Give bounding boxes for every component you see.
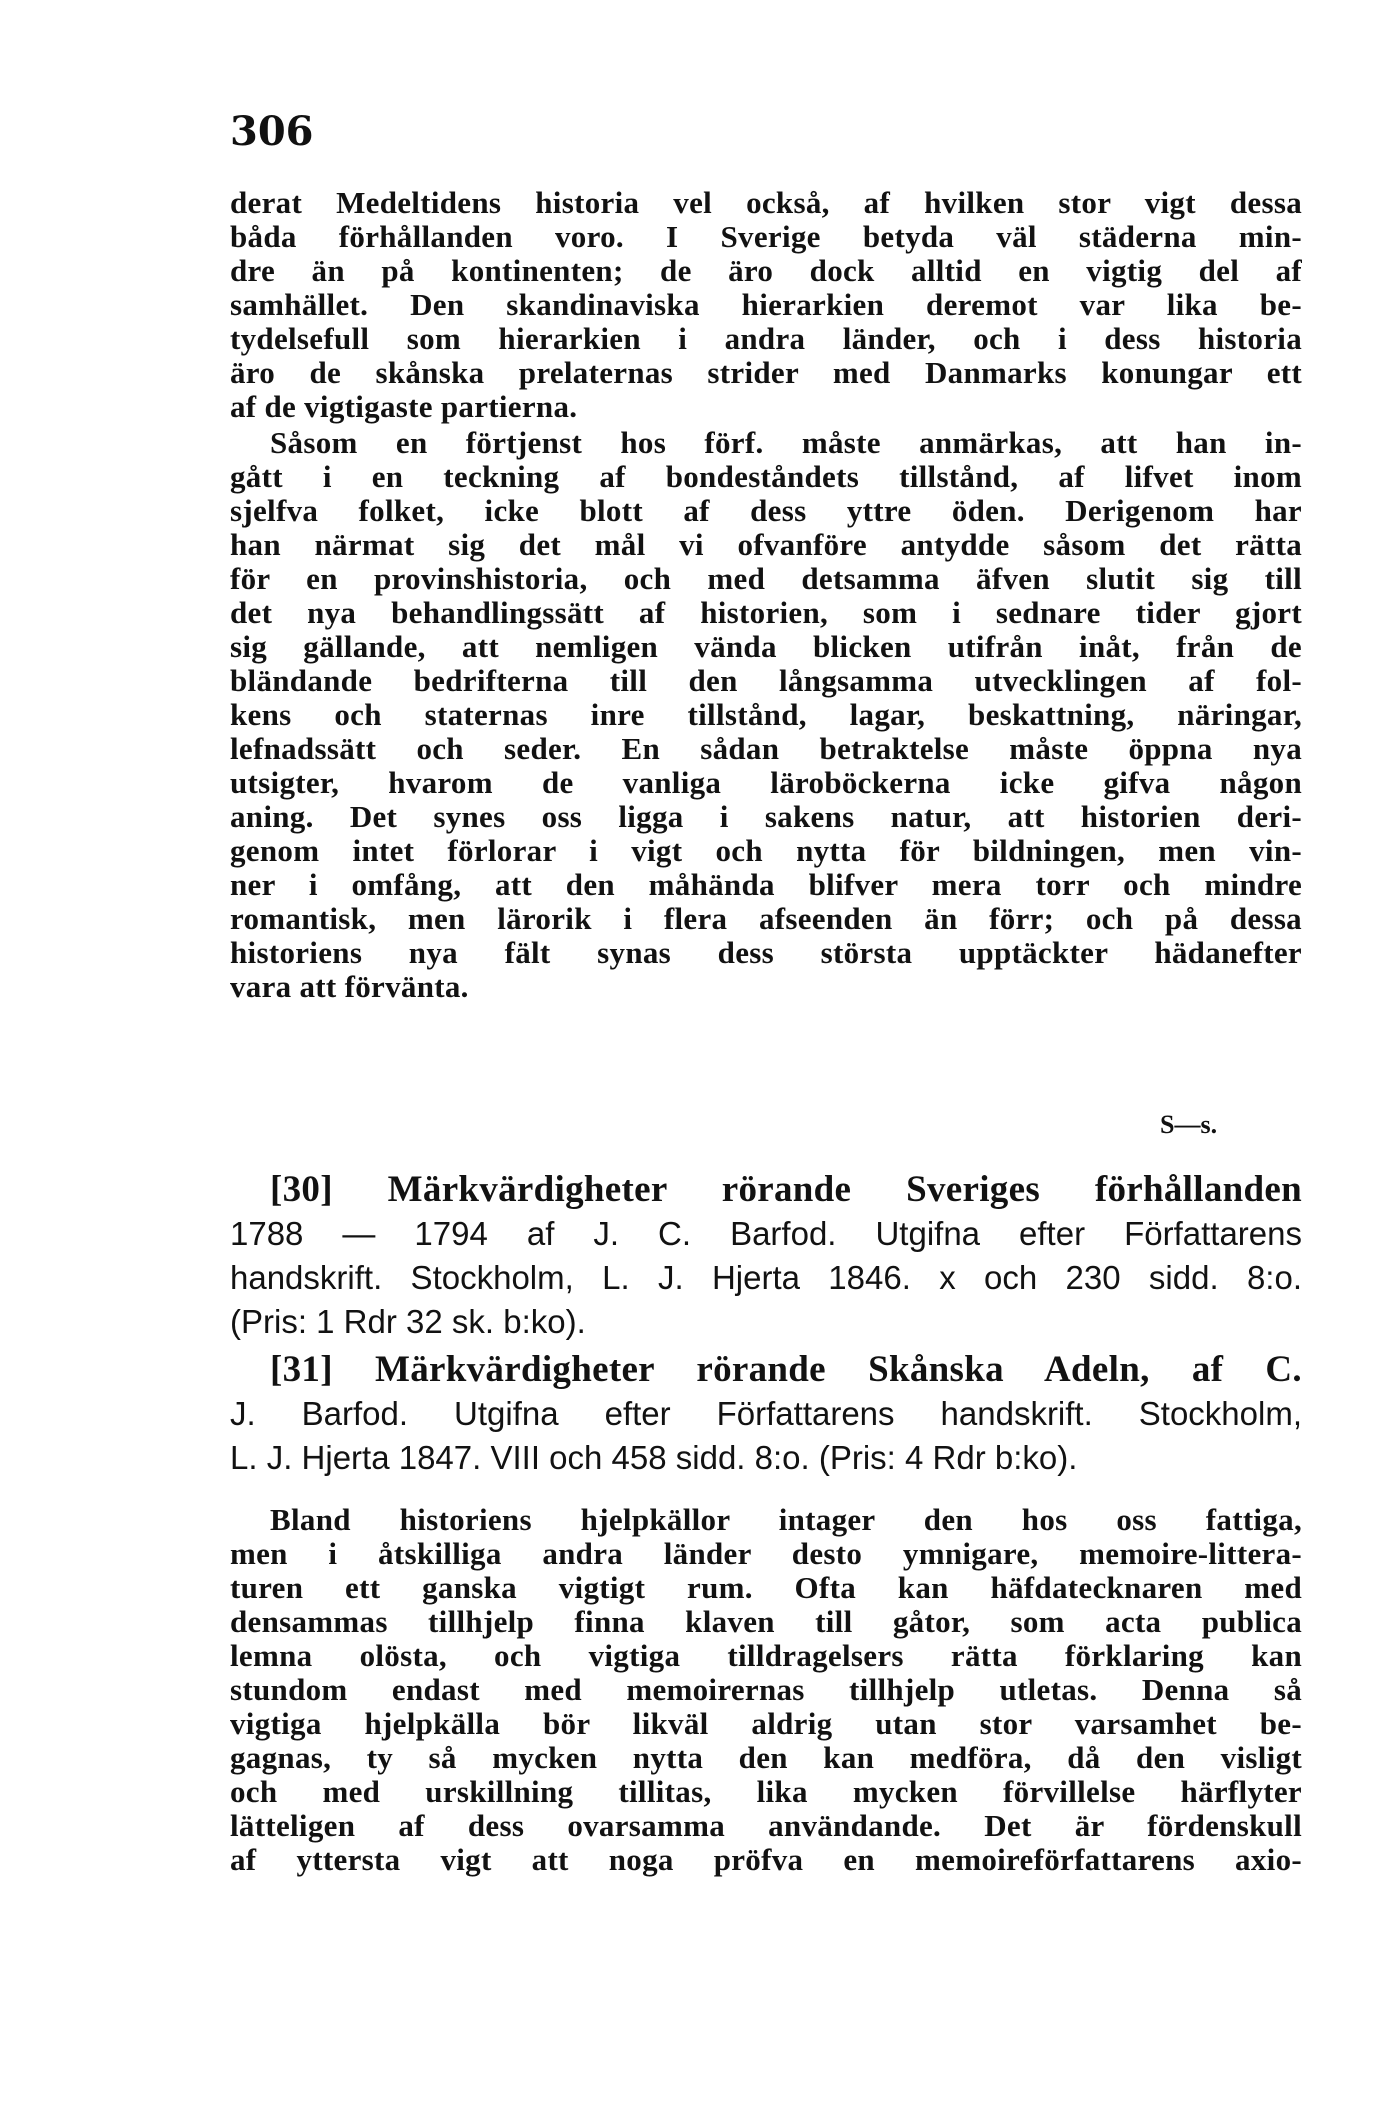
- text-line: gagnas, ty så mycken nytta den kan medföra, då den visligt: [230, 1740, 1302, 1775]
- text-line: dre än på kontinenten; de äro dock alltid en vigtig del af: [230, 253, 1302, 288]
- text-line: stundom endast med memoirernas tillhjelp utletas. Denna så: [230, 1672, 1302, 1707]
- review-signature: S—s.: [1160, 1110, 1218, 1139]
- entry-line: 1788 — 1794 af J. C. Barfod. Utgifna efter Författarens: [230, 1215, 1302, 1252]
- text-line: aning. Det synes oss ligga i sakens natur, att historien deri-: [230, 799, 1302, 834]
- text-line: och med urskillning tillitas, lika mycken förvillelse härflyter: [230, 1774, 1302, 1809]
- text-line: bländande bedrifterna till den långsamma utvecklingen af fol-: [230, 663, 1302, 698]
- entry-heading: [31] Märkvärdigheter rörande Skånska Adeln, af C.: [270, 1349, 1302, 1390]
- text-line: gått i en teckning af bondeståndets tillstånd, af lifvet inom: [230, 459, 1302, 494]
- text-line: sig gällande, att nemligen vända blicken utifrån inåt, från de: [230, 629, 1302, 664]
- text-line: Bland historiens hjelpkällor intager den hos oss fattiga,: [270, 1502, 1302, 1537]
- text-line: lefnadssätt och seder. En sådan betraktelse måste öppna nya: [230, 731, 1302, 766]
- text-line: turen ett ganska vigtigt rum. Ofta kan häfdatecknaren med: [230, 1570, 1302, 1605]
- text-line: derat Medeltidens historia vel också, af hvilken stor vigt dessa: [230, 185, 1302, 220]
- text-line: han närmat sig det mål vi ofvanföre antydde såsom det rätta: [230, 527, 1302, 562]
- entry-line: handskrift. Stockholm, L. J. Hjerta 1846. x och 230 sidd. 8:o.: [230, 1259, 1302, 1296]
- text-line: men i åtskilliga andra länder desto ymnigare, memoire-littera-: [230, 1536, 1302, 1571]
- text-line: af de vigtigaste partierna.: [230, 389, 578, 424]
- text-line: densammas tillhjelp finna klaven till gåtor, som acta publica: [230, 1604, 1302, 1639]
- entry-line: J. Barfod. Utgifna efter Författarens handskrift. Stockholm,: [230, 1395, 1302, 1432]
- text-line: det nya behandlingssätt af historien, som i sednare tider gjort: [230, 595, 1302, 630]
- text-line: lätteligen af dess ovarsamma användande. Det är fördenskull: [230, 1808, 1302, 1843]
- text-line: historiens nya fält synas dess största upptäckter hädanefter: [230, 935, 1302, 970]
- text-line: utsigter, hvarom de vanliga läroböckerna icke gifva någon: [230, 765, 1302, 800]
- entry-line: (Pris: 1 Rdr 32 sk. b:ko).: [230, 1303, 586, 1340]
- text-line: äro de skånska prelaternas strider med Danmarks konungar ett: [230, 355, 1302, 390]
- entry-line: L. J. Hjerta 1847. VIII och 458 sidd. 8:o. (Pris: 4 Rdr b:ko).: [230, 1439, 1078, 1476]
- text-line: romantisk, men lärorik i flera afseenden än förr; och på dessa: [230, 901, 1302, 936]
- text-line: båda förhållanden voro. I Sverige betyda väl städerna min-: [230, 219, 1302, 254]
- text-line: kens och staternas inre tillstånd, lagar, beskattning, näringar,: [230, 697, 1302, 732]
- text-line: vara att förvänta.: [230, 969, 469, 1004]
- text-line: sjelfva folket, icke blott af dess yttre öden. Derigenom har: [230, 493, 1302, 528]
- text-line: samhället. Den skandinaviska hierarkien deremot var lika be-: [230, 287, 1302, 322]
- text-line: tydelsefull som hierarkien i andra länder, och i dess historia: [230, 321, 1302, 356]
- entry-heading: [30] Märkvärdigheter rörande Sveriges förhållanden: [270, 1169, 1302, 1210]
- page-number: 306: [230, 108, 314, 155]
- text-line: Såsom en förtjenst hos förf. måste anmärkas, att han in-: [270, 425, 1302, 460]
- text-line: af yttersta vigt att noga pröfva en memoireförfattarens axio-: [230, 1842, 1302, 1877]
- text-line: vigtiga hjelpkälla bör likväl aldrig utan stor varsamhet be-: [230, 1706, 1302, 1741]
- text-line: för en provinshistoria, och med detsamma äfven slutit sig till: [230, 561, 1302, 596]
- text-line: ner i omfång, att den måhända blifver mera torr och mindre: [230, 867, 1302, 902]
- text-line: lemna olösta, och vigtiga tilldragelsers rätta förklaring kan: [230, 1638, 1302, 1673]
- text-line: genom intet förlorar i vigt och nytta för bildningen, men vin-: [230, 833, 1302, 868]
